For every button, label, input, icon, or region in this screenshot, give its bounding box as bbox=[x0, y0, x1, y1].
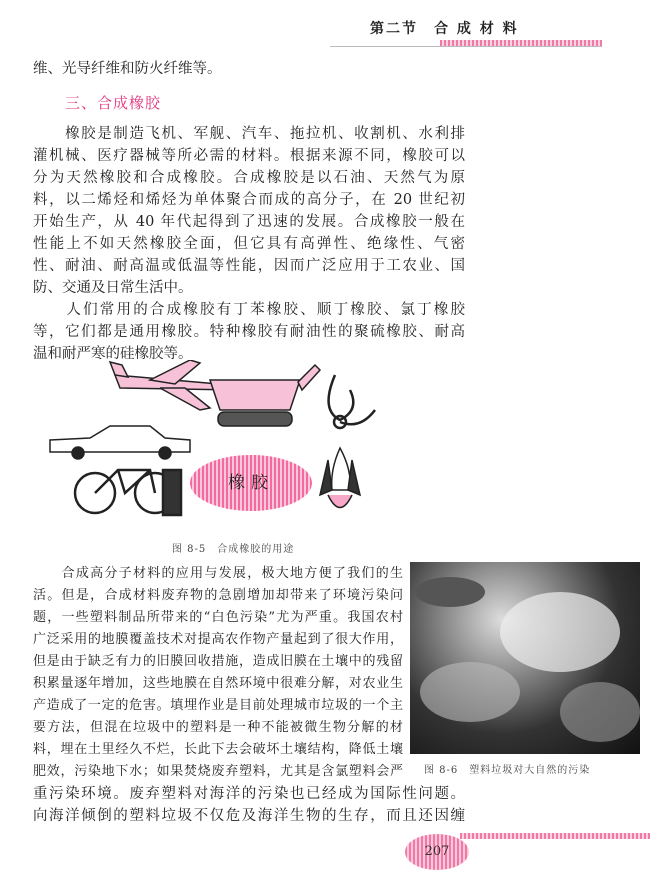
text-line: 题，一些塑料制品所带来的“白色污染”尤为严重。我国农村 bbox=[33, 610, 403, 625]
rocket-icon bbox=[320, 448, 360, 508]
text-line: 料，以二烯烃和烯烃为单体聚合而成的高分子，在 20 世纪初 bbox=[33, 192, 465, 208]
stethoscope-icon bbox=[329, 375, 375, 428]
text-line: 橡胶是制造飞机、军舰、汽车、拖拉机、收割机、水利排 bbox=[33, 126, 465, 142]
text-line: 要方法，但混在垃圾中的塑料是一种不能被微生物分解的材 bbox=[33, 720, 403, 735]
text-line: 但是由于缺乏有力的旧膜回收措施，造成旧膜在土壤中的残留 bbox=[33, 654, 403, 669]
text-line: 活。但是，合成材料废弃物的急剧增加却带来了环境污染问 bbox=[33, 588, 403, 603]
bicycle-icon bbox=[75, 470, 181, 515]
text-line: 性、耐油、耐高温或低温等性能，因而广泛应用于工农业、国 bbox=[33, 258, 465, 274]
intro-text bbox=[33, 58, 233, 80]
chapter-header: 第二节 合 成 材 料 bbox=[370, 21, 519, 37]
text-line: 开始生产，从 40 年代起得到了迅速的发展。合成橡胶一般在 bbox=[33, 214, 465, 230]
text-line: 产造成了一定的危害。填埋作业是目前处理城市垃圾的一个主 bbox=[33, 698, 403, 713]
text-line: 防、交通及日常生活中。 bbox=[33, 280, 193, 296]
figure-caption: 图 8-6 塑料垃圾对大自然的污染 bbox=[424, 765, 591, 776]
text-line: 合成高分子材料的应用与发展，极大地方便了我们的生 bbox=[33, 566, 403, 581]
figure-caption: 图 8-5 合成橡胶的用途 bbox=[172, 544, 295, 555]
waste-photo-shapes bbox=[410, 562, 640, 754]
text-line: 维、光导纤维和防火纤维等。 bbox=[33, 61, 222, 77]
text-line: 等，它们都是通用橡胶。特种橡胶有耐油性的聚硫橡胶、耐高 bbox=[33, 324, 465, 340]
rubber-label: 橡胶 bbox=[190, 455, 312, 511]
page-number: 207 bbox=[405, 834, 469, 870]
text-line: 人们常用的合成橡胶有丁苯橡胶、顺丁橡胶、氯丁橡胶 bbox=[33, 302, 465, 318]
text-line: 向海洋倾倒的塑料垃圾不仅危及海洋生物的生存，而且还因缠 bbox=[33, 808, 465, 824]
footer-stripe bbox=[460, 833, 650, 839]
text-line: 重污染环境。废弃塑料对海洋的污染也已经成为国际性问题。 bbox=[33, 786, 465, 802]
plastic-waste-photo bbox=[410, 562, 640, 754]
text-line: 广泛采用的地膜覆盖技术对提高农作物产量起到了很大作用， bbox=[33, 632, 403, 647]
section-heading: 三、合成橡胶 bbox=[65, 94, 162, 112]
text-line: 肥效，污染地下水；如果焚烧废弃塑料，尤其是含氯塑料会严 bbox=[33, 764, 403, 779]
text-line: 料，埋在土里经久不烂，长此下去会破坏土壤结构，降低土壤 bbox=[33, 742, 403, 757]
text-line: 温和耐严寒的硅橡胶等。 bbox=[33, 346, 193, 362]
text-line: 积累量逐年增加，这些地膜在自然环境中很难分解，对农业生 bbox=[33, 676, 403, 691]
header-rule bbox=[330, 46, 602, 47]
text-line: 灌机械、医疗器械等所必需的材料。根据来源不同，橡胶可以 bbox=[33, 148, 465, 164]
text-line: 性能上不如天然橡胶全面，但它具有高弹性、绝缘性、气密 bbox=[33, 236, 465, 252]
text-line: 分为天然橡胶和合成橡胶。合成橡胶是以石油、天然气为原 bbox=[33, 170, 465, 186]
harvester-icon bbox=[210, 365, 320, 426]
rubber-uses-illustration bbox=[40, 360, 380, 530]
car-icon bbox=[50, 426, 190, 459]
